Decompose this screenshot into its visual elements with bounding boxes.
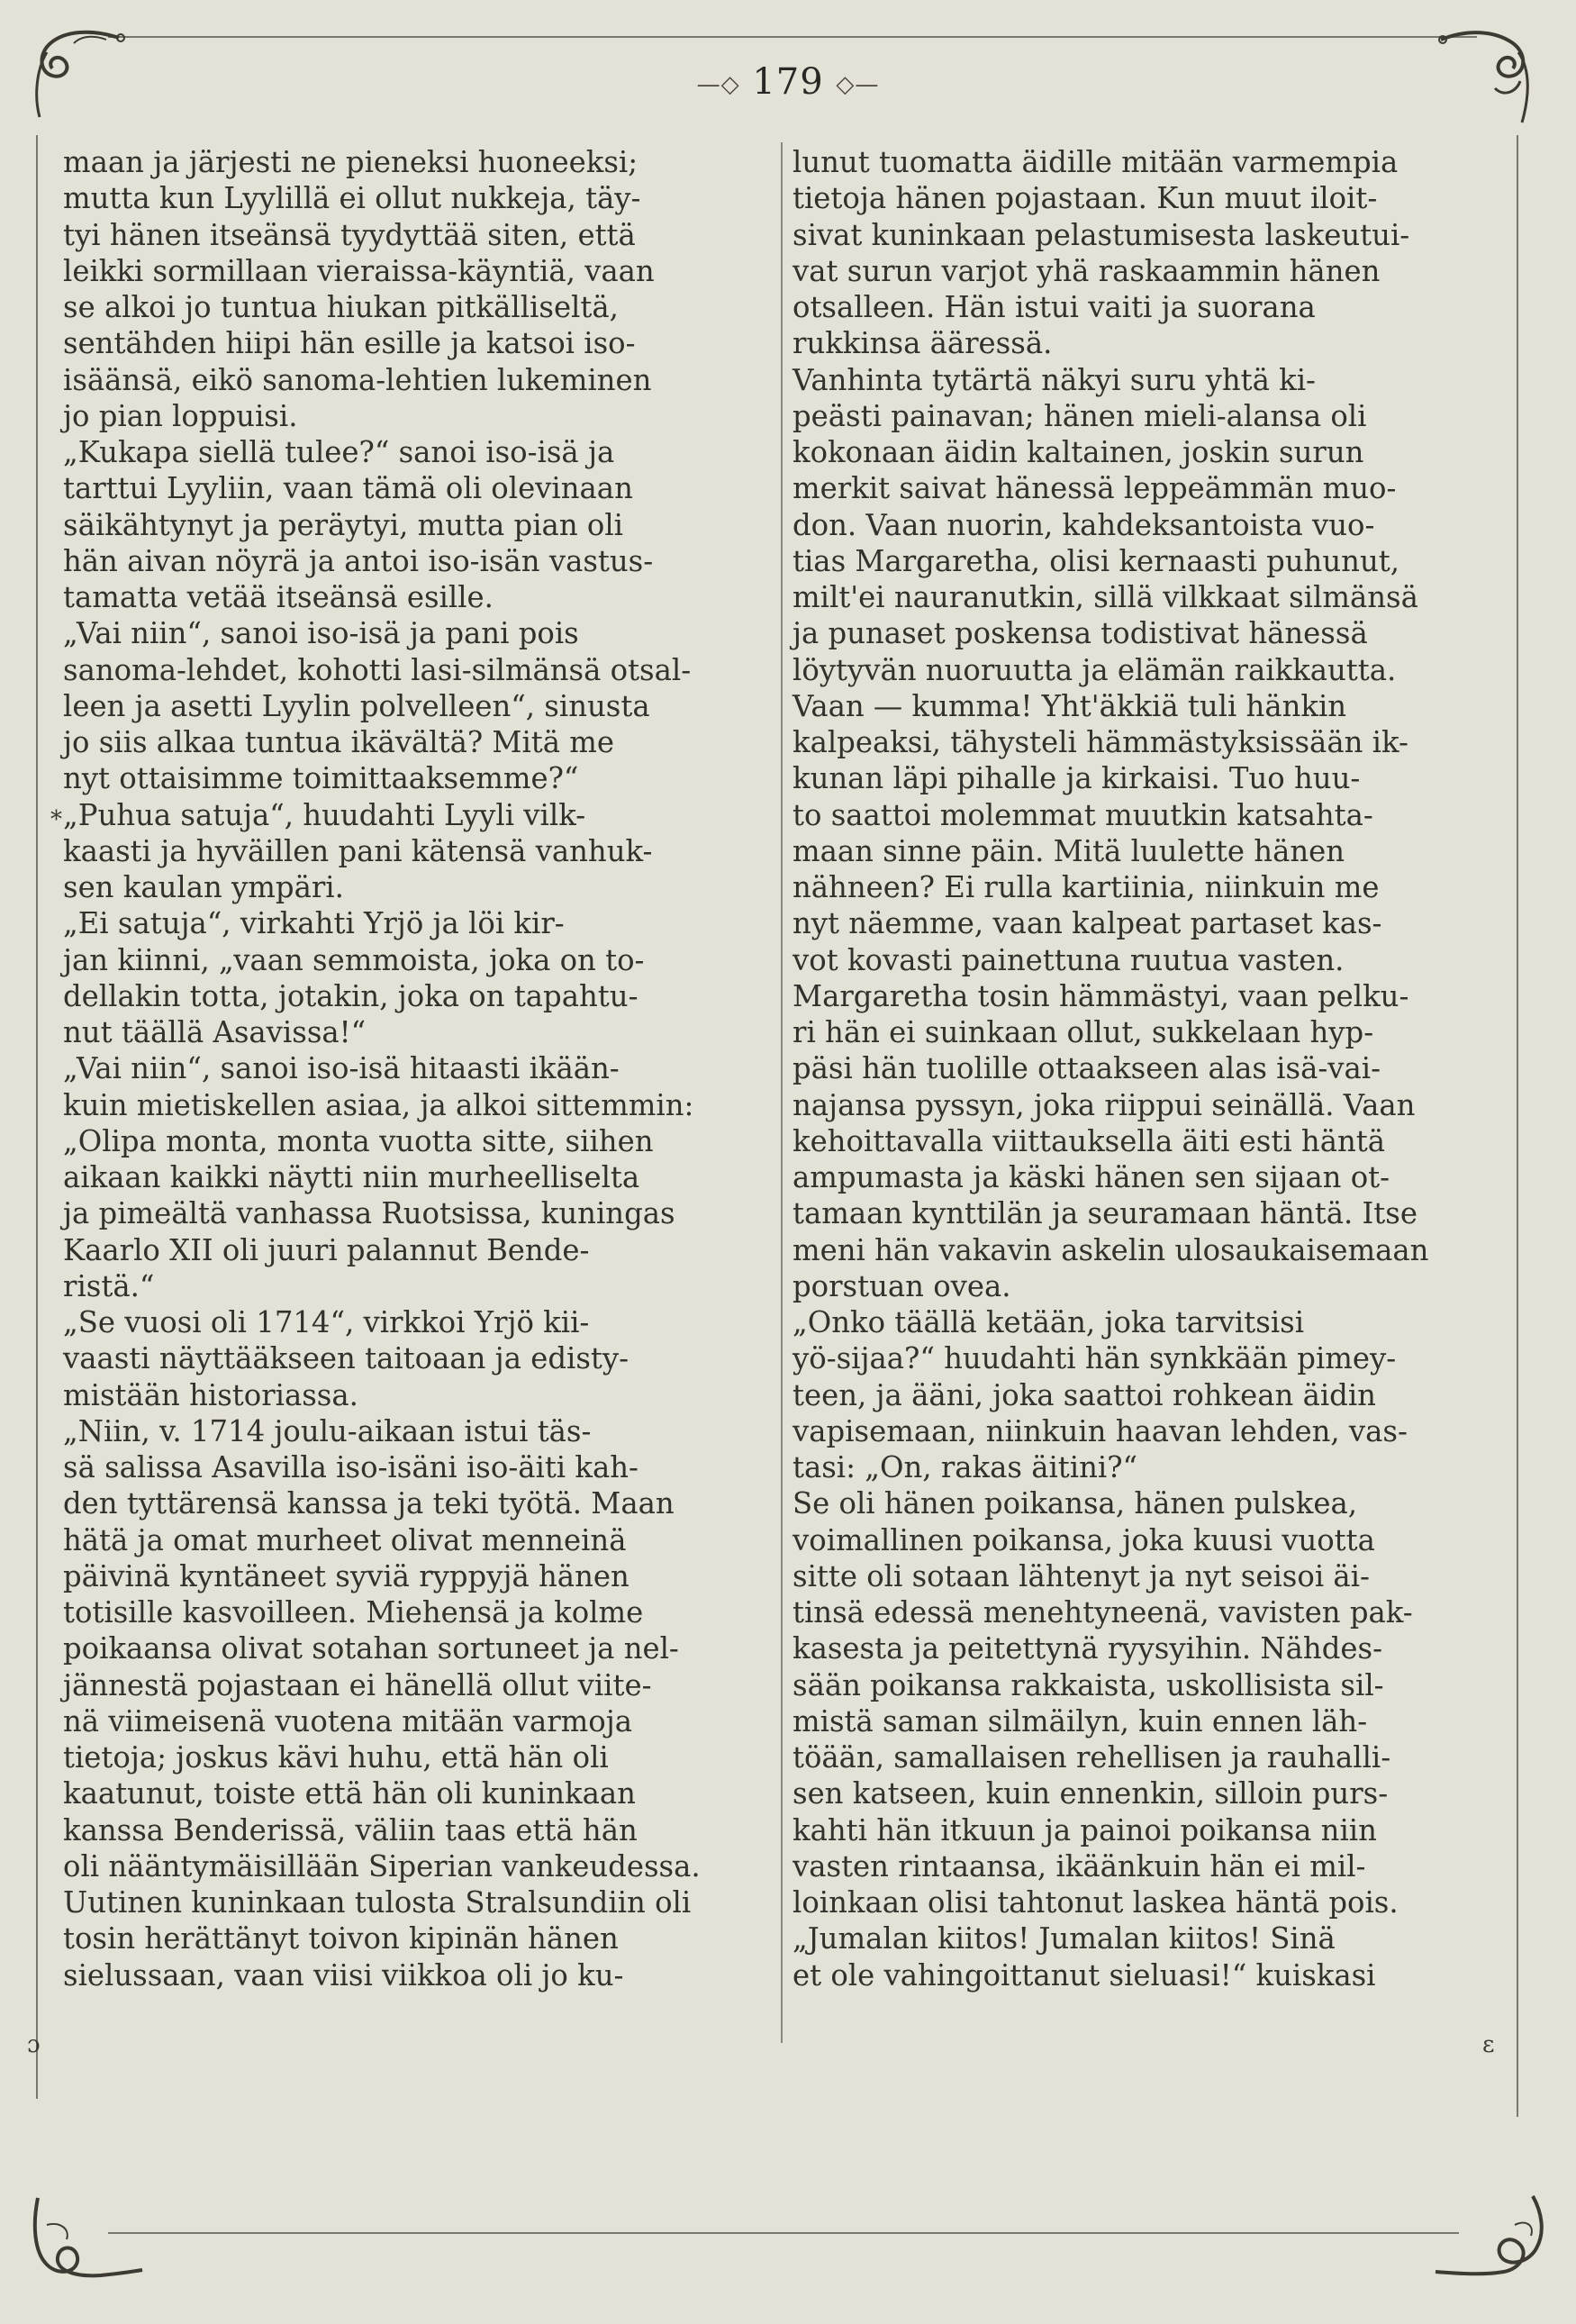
left-column-text-line: kaatunut, toiste että hän oli kuninkaan (63, 1776, 636, 1811)
left-column-text-line: leikki sormillaan vieraissa-käyntiä, vaan (63, 253, 655, 288)
left-column-text-line: maan ja järjesti ne pieneksi huoneeksi; (63, 145, 639, 179)
right-column-text-line: kalpeaksi, tähysteli hämmästyksissään ik- (793, 725, 1408, 759)
right-column-text-line: maan sinne päin. Mitä luulette hänen (793, 833, 1345, 868)
left-column-text-line: tyi hänen itseänsä tyydyttää siten, että (63, 217, 636, 252)
left-column-text-line: sentähden hiipi hän esille ja katsoi iso- (63, 326, 636, 361)
right-column-text-line: „Jumalan kiitos! Jumalan kiitos! Sinä (793, 1921, 1336, 1956)
flourish-bottom-left-icon (20, 2189, 146, 2288)
left-column-text-line: ristä.“ (63, 1268, 155, 1303)
right-column-text-line: milt'ei nauranutkin, sillä vilkkaat silmänsä (793, 580, 1418, 614)
right-column-text-line: löytyvän nuoruutta ja elämän raikkautta. (793, 652, 1397, 687)
right-column-text-line: sen katseen, kuin ennenkin, silloin purs- (793, 1776, 1389, 1811)
left-column-text-line: tarttui Lyyliin, vaan tämä oli olevinaan (63, 471, 633, 506)
right-column-text-line: meni hän vakavin askelin ulosaukaisemaan (793, 1232, 1429, 1267)
left-column-text-line: Uutinen kuninkaan tulosta Stralsundiin oli (63, 1885, 692, 1920)
frame-bottom-rule (108, 2232, 1459, 2234)
right-column-text-line: najansa pyssyn, joka riippui seinällä. Vaan (793, 1087, 1416, 1122)
right-column-text-line: Vaan — kumma! Yht'äkkiä tuli hänkin (793, 688, 1347, 723)
left-column-text-line: tamatta vetää itseänsä esille. (63, 580, 494, 614)
left-column-text-line: säikähtynyt ja peräytyi, mutta pian oli (63, 507, 623, 542)
right-column-text-line: tias Margaretha, olisi kernaasti puhunut, (793, 543, 1399, 578)
right-column-text-line: ja punaset poskensa todistivat hänessä (793, 616, 1368, 651)
right-column-text-line: porstuan ovea. (793, 1268, 1011, 1303)
margin-hook-mark-right: ɛ (1482, 2031, 1495, 2058)
left-column-text-line: mutta kun Lyylillä ei ollut nukkeja, täy- (63, 181, 641, 216)
left-column-text-line: hätä ja omat murheet olivat menneinä (63, 1522, 627, 1557)
left-column-text-line: sanoma-lehdet, kohotti lasi-silmänsä otsal- (63, 652, 692, 687)
left-column-text-line: kuin mietiskellen asiaa, ja alkoi sittemmin: (63, 1087, 694, 1122)
left-column-text-line: vaasti näyttääkseen taitoaan ja edisty- (63, 1341, 629, 1376)
left-column-text-line: hän aivan nöyrä ja antoi iso-isän vastus- (63, 543, 654, 578)
margin-hook-mark-left: ɔ (27, 2031, 41, 2058)
right-column-text-line: loinkaan olisi tahtonut laskea häntä pois. (793, 1885, 1399, 1920)
right-column-text-line: vapisemaan, niinkuin haavan lehden, vas- (793, 1413, 1408, 1448)
right-ornament-dash-icon: ◇— (836, 71, 880, 98)
left-column-text-line: „Niin, v. 1714 joulu-aikaan istui täs- (63, 1413, 592, 1448)
right-column-text-line: Se oli hänen poikansa, hänen pulskea, (793, 1486, 1357, 1521)
right-column-text-line: sään poikansa rakkaista, uskollisista sil- (793, 1667, 1384, 1702)
left-column-text-line: mistään historiassa. (63, 1377, 358, 1412)
right-column-text-line: vot kovasti painettuna ruutua vasten. (793, 942, 1345, 977)
left-column-text-line: nyt ottaisimme toimittaaksemme?“ (63, 761, 579, 796)
left-column-text-line: poikaansa olivat sotahan sortuneet ja nel- (63, 1631, 679, 1666)
left-column-text-line: sielussaan, vaan viisi viikkoa oli jo ku- (63, 1957, 624, 1993)
left-column-text-line: „Kukapa siellä tulee?“ sanoi iso-isä ja (63, 435, 615, 469)
left-column-text-line: se alkoi jo tuntua hiukan pitkälliseltä, (63, 290, 619, 324)
column-divider (781, 142, 783, 2043)
right-column-text-line: sivat kuninkaan pelastumisesta laskeutui- (793, 217, 1410, 252)
flourish-bottom-right-icon (1432, 2189, 1558, 2288)
right-column-text-line: yö-sijaa?“ huudahti hän synkkään pimey- (793, 1341, 1397, 1376)
frame-right-rule (1517, 135, 1518, 2117)
left-column-text-line: Kaarlo XII oli juuri palannut Bende- (63, 1232, 590, 1267)
right-column-text-line: kokonaan äidin kaltainen, joskin surun (793, 435, 1364, 469)
right-column-text-line: mistä saman silmäilyn, kuin ennen läh- (793, 1703, 1368, 1738)
left-column-text-line: päivinä kyntäneet syviä ryppyjä hänen (63, 1558, 629, 1593)
frame-top-rule (108, 36, 1477, 38)
left-column-text-line: „Puhua satuja“, huudahti Lyyli vilk- (63, 797, 586, 832)
left-column-text-line: totisille kasvoilleen. Miehensä ja kolme (63, 1595, 644, 1630)
left-column-text-line: dellakin totta, jotakin, joka on tapahtu- (63, 978, 639, 1013)
left-column-text-line: jo pian loppuisi. (63, 398, 298, 433)
left-ornament-dash-icon: —◇ (696, 71, 740, 98)
right-column-text-line: Margaretha tosin hämmästyi, vaan pelku- (793, 978, 1409, 1013)
left-column-text-line: „Olipa monta, monta vuotta sitte, siihen (63, 1123, 654, 1158)
right-column-text-line: tamaan kynttilän ja seuramaan häntä. Itse (793, 1196, 1417, 1231)
right-column-text-line: voimallinen poikansa, joka kuusi vuotta (793, 1522, 1375, 1557)
page-number (0, 61, 1576, 103)
right-column-text-line: kasesta ja peitettynä ryysyihin. Nähdes- (793, 1631, 1382, 1666)
right-column-text-line: vasten rintaansa, ikäänkuin hän ei mil- (793, 1848, 1366, 1884)
right-column-text-line: tasi: „On, rakas äitini?“ (793, 1450, 1138, 1484)
left-column-text-line: nä viimeisenä vuotena mitään varmoja (63, 1703, 632, 1738)
left-column-text-line: den tyttärensä kanssa ja teki työtä. Maan (63, 1486, 675, 1521)
left-column-text-line: „Ei satuja“, virkahti Yrjö ja löi kir- (63, 906, 565, 941)
left-column-text-line: jännestä pojastaan ei hänellä ollut viite- (63, 1667, 652, 1702)
right-column-text-line: kahti hän itkuun ja painoi poikansa niin (793, 1812, 1377, 1847)
right-column-text-line: lunut tuomatta äidille mitään varmempia (793, 145, 1399, 179)
right-column-text-line: kehoittavalla viittauksella äiti esti häntä (793, 1123, 1386, 1158)
right-column-text-line: päsi hän tuolille ottaakseen alas isä-vai- (793, 1051, 1381, 1086)
right-column-text-line: nähneen? Ei rulla kartiinia, niinkuin me (793, 870, 1380, 904)
right-column-text-line: kunan läpi pihalle ja kirkaisi. Tuo huu- (793, 761, 1361, 796)
right-column-text-line: tinsä edessä menehtyneenä, vavisten pak- (793, 1595, 1413, 1630)
left-column-text-line: nut täällä Asavissa!“ (63, 1015, 367, 1049)
left-column-text-line: jo siis alkaa tuntua ikävältä? Mitä me (63, 725, 615, 759)
right-column-text-line: nyt näemme, vaan kalpeat partaset kas- (793, 906, 1382, 941)
right-column-text-line: merkit saivat hänessä leppeämmän muo- (793, 471, 1397, 506)
right-column-text-line: Vanhinta tytärtä näkyi suru yhtä ki- (793, 362, 1316, 397)
page-number-text: 179 (752, 61, 824, 103)
right-column-text-line: to saattoi molemmat muutkin katsahta- (793, 797, 1373, 832)
left-column-text-line: aikaan kaikki näytti niin murheelliselta (63, 1160, 640, 1194)
left-column-text-line: tosin herättänyt toivon kipinän hänen (63, 1921, 619, 1956)
left-text-column (63, 144, 774, 1993)
right-column-text-line: ampumasta ja käski hänen sen sijaan ot- (793, 1160, 1390, 1194)
right-column-text-line: vat surun varjot yhä raskaammin hänen (793, 253, 1381, 288)
right-column-text-line: don. Vaan nuorin, kahdeksantoista vuo- (793, 507, 1375, 542)
left-column-text-line: isäänsä, eikö sanoma-lehtien lukeminen (63, 362, 652, 397)
margin-asterisk-mark: * (50, 806, 62, 833)
right-column-text-line: tietoja hänen pojastaan. Kun muut iloit- (793, 181, 1378, 216)
right-column-text-line: „Onko täällä ketään, joka tarvitsisi (793, 1305, 1305, 1339)
left-column-text-line: kaasti ja hyväillen pani kätensä vanhuk- (63, 833, 653, 868)
right-column-text-line: sitte oli sotaan lähtenyt ja nyt seisoi äi- (793, 1558, 1370, 1593)
frame-left-rule (36, 135, 38, 2099)
left-column-text-line: leen ja asetti Lyylin polvelleen“, sinusta (63, 688, 650, 723)
right-column-text-line: töään, samallaisen rehellisen ja rauhalli- (793, 1740, 1391, 1775)
left-column-text-line: sen kaulan ympäri. (63, 870, 344, 904)
left-column-text-line: tietoja; joskus kävi huhu, että hän oli (63, 1740, 609, 1775)
left-column-text-line: ja pimeältä vanhassa Ruotsissa, kuningas (63, 1196, 675, 1231)
left-column-text-line: oli nääntymäisillään Siperian vankeudessa. (63, 1848, 701, 1884)
left-column-text-line: „Vai niin“, sanoi iso-isä hitaasti ikään- (63, 1051, 620, 1086)
left-column-text-line: sä salissa Asavilla iso-isäni iso-äiti kah- (63, 1450, 639, 1484)
right-column-text-line: rukkinsa ääressä. (793, 326, 1053, 361)
right-column-text-line: ri hän ei suinkaan ollut, sukkelaan hyp- (793, 1015, 1374, 1049)
left-column-text-line: „Vai niin“, sanoi iso-isä ja pani pois (63, 616, 579, 651)
right-column-text-line: et ole vahingoittanut sieluasi!“ kuiskasi (793, 1957, 1376, 1993)
left-column-text-line: „Se vuosi oli 1714“, virkkoi Yrjö kii- (63, 1305, 590, 1339)
right-column-text-line: otsalleen. Hän istui vaiti ja suorana (793, 290, 1316, 324)
right-column-text-line: peästi painavan; hänen mieli-alansa oli (793, 398, 1367, 433)
right-text-column (793, 144, 1468, 1993)
left-column-text-line: kanssa Benderissä, väliin taas että hän (63, 1812, 638, 1847)
right-column-text-line: teen, ja ääni, joka saattoi rohkean äidin (793, 1377, 1376, 1412)
left-column-text-line: jan kiinni, „vaan semmoista, joka on to- (63, 942, 645, 977)
